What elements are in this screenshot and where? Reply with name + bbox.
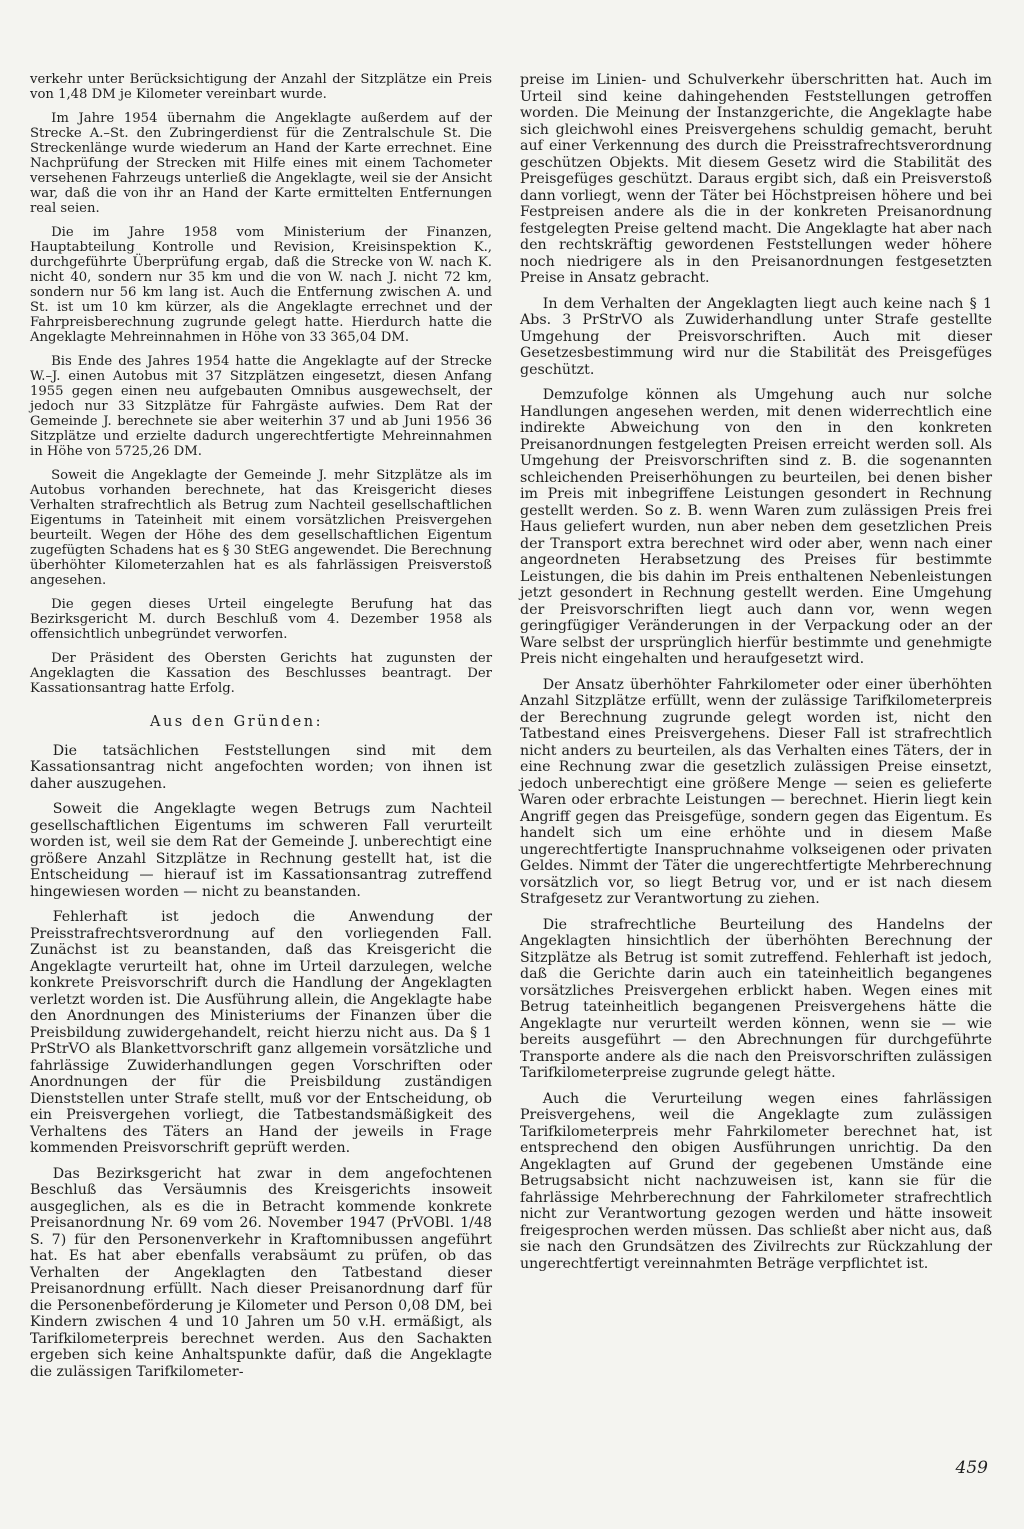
paragraph: Soweit die Angeklagte der Gemeinde J. mehr Sitzplätze als im Autobus vorhanden berechnete, hat das Kreisgericht dieses Verhalten strafrechtlich als Betrug zum Nachteil gesellschaftlichen Eigentums in Tateinheit mit einem vorsätzlichen Preisvergehen beurteilt. Wegen der Höhe des dem gesellschaftlichen Eigentum zugefügten Schadens hat es § 30 StEG angewendet. Die Berechnung überhöhter Kilometerzahlen hat es als fahrlässigen Preisverstoß angesehen.: [30, 468, 492, 588]
paragraph: Im Jahre 1954 übernahm die Angeklagte außerdem auf der Strecke A.–St. den Zubringerdienst für die Zentralschule St. Die Streckenlänge wurde wiederum an Hand der Karte errechnet. Eine Nachprüfung der Strecken mit Hilfe eines mit einem Tachometer versehenen Fahrzeugs unterließ die Angeklagte, weil sie der Ansicht war, daß die von ihr an Hand der Karte ermittelten Entfernungen real seien.: [30, 111, 492, 216]
left-column-facts: [30, 72, 492, 696]
left-column: [30, 72, 492, 1492]
page: [30, 72, 992, 1492]
paragraph: Die im Jahre 1958 vom Ministerium der Finanzen, Hauptabteilung Kontrolle und Revision, Kreisinspektion K., durchgeführte Überprüfung ergab, daß die Strecke von W. nach K. nicht 40, sondern nur 35 km und die von W. nach J. nicht 72 km, sondern nur 56 km lang ist. Auch die Entfernung zwischen A. und St. ist um 10 km kürzer, als die Angeklagte errechnet und der Fahrpreisberechnung zugrunde gelegt hatte. Hierdurch hatte die Angeklagte Mehreinnahmen in Höhe von 33 365,04 DM.: [30, 225, 492, 345]
paragraph: Der Präsident des Obersten Gerichts hat zugunsten der Angeklagten die Kassation des Beschlusses beantragt. Der Kassationsantrag hatte Erfolg.: [30, 651, 492, 696]
right-column: [520, 72, 992, 1492]
paragraph: Auch die Verurteilung wegen eines fahrlässigen Preisvergehens, weil die Angeklagte zum zulässigen Tarifkilometerpreis mehr Fahrkilometer berechnet hat, ist entsprechend den obigen Ausführungen unrichtig. Da den Angeklagten auf Grund der gegebenen Umstände eine Betrugsabsicht nicht nachzuweisen ist, kann sie für die fahrlässige Mehrberechnung der Fahrkilometer strafrechtlich nicht zur Verantwortung gezogen werden und hätte insoweit freigesprochen werden müssen. Das schließt aber nicht aus, daß sie nach den Grundsätzen des Zivilrechts zur Rückzahlung der ungerechtfertigt vereinnahmten Beträge verpflichtet ist.: [520, 1090, 992, 1272]
paragraph: Soweit die Angeklagte wegen Betrugs zum Nachteil gesellschaftlichen Eigentums im schweren Fall verurteilt worden ist, weil sie dem Rat der Gemeinde J. unberechtigt eine größere Anzahl Sitzplätze in Rechnung gestellt hat, ist die Entscheidung — hierauf ist im Kassationsantrag zutreffend hingewiesen worden — nicht zu beanstanden.: [30, 801, 492, 900]
paragraph: Bis Ende des Jahres 1954 hatte die Angeklagte auf der Strecke W.–J. einen Autobus mit 37 Sitzplätzen eingesetzt, diesen Anfang 1955 gegen einen neu aufgebauten Omnibus ausgewechselt, der jedoch nur 33 Sitzplätze für Fahrgäste aufwies. Dem Rat der Gemeinde J. berechnete sie aber weiterhin 37 und ab Juni 1956 36 Sitzplätze und erzielte dadurch ungerechtfertigte Mehreinnahmen in Höhe von 5725,26 DM.: [30, 354, 492, 459]
section-heading: Aus den Gründen:: [150, 714, 323, 730]
right-column-text: [520, 72, 992, 1272]
paragraph: verkehr unter Berücksichtigung der Anzahl der Sitzplätze ein Preis von 1,48 DM je Kilometer vereinbart wurde.: [30, 72, 492, 102]
paragraph: Die tatsächlichen Feststellungen sind mit dem Kassationsantrag nicht angefochten worden; von ihnen ist daher auszugehen.: [30, 742, 492, 792]
paragraph: preise im Linien- und Schulverkehr überschritten hat. Auch im Urteil sind keine dahingehenden Feststellungen getroffen worden. Die Meinung der Instanzgerichte, die Angeklagte habe sich gleichwohl eines Preisvergehens schuldig gemacht, beruht auf einer Verkennung des durch die Preisstrafrechtsverordnung geschützen Objekts. Mit diesem Gesetz wird die Stabilität des Preisgefüges geschützt. Daraus ergibt sich, daß ein Preisverstoß dann vorliegt, wenn der Täter bei Höchstpreisen höhere und bei Festpreisen andere als die in der konkreten Preisanordnung festgelegten Preise geltend macht. Die Angeklagte hat aber nach den rechtskräftig gewordenen Feststellungen weder höhere noch niedrigere als in den Preisanordnungen festgesetzten Preise in Ansatz gebracht.: [520, 72, 992, 286]
paragraph: In dem Verhalten der Angeklagten liegt auch keine nach § 1 Abs. 3 PrStrVO als Zuwiderhandlung unter Strafe gestellte Umgehung der Preisvorschriften. Auch mit dieser Gesetzesbestimmung wird nur die Stabilität des Preisgefüges geschützt.: [520, 295, 992, 378]
paragraph: Das Bezirksgericht hat zwar in dem angefochtenen Beschluß das Versäumnis des Kreisgerichts insoweit ausgeglichen, als es die in Betracht kommende konkrete Preisanordnung Nr. 69 vom 26. November 1947 (PrVOBl. 1/48 S. 7) für den Personenverkehr in Kraftomnibussen angeführt hat. Es hat aber ebenfalls verabsäumt zu prüfen, ob das Verhalten der Angeklagten den Tatbestand dieser Preisanordnung erfüllt. Nach dieser Preisanordnung darf für die Personenbeförderung je Kilometer und Person 0,08 DM, bei Kindern zwischen 4 und 10 Jahren um 50 v.H. ermäßigt, als Tarifkilometerpreis berechnet werden. Aus den Sachakten ergeben sich keine Anhaltspunkte dafür, daß die Angeklagte die zulässigen Tarifkilometer-: [30, 1165, 492, 1380]
paragraph: Fehlerhaft ist jedoch die Anwendung der Preisstrafrechtsverordnung auf den vorliegenden Fall. Zunächst ist zu beanstanden, daß das Kreisgericht die Angeklagte verurteilt hat, ohne im Urteil darzulegen, welche konkrete Preisvorschrift durch die Handlung der Angeklagten verletzt worden ist. Die Ausführung allein, die Angeklagte habe den Anordnungen des Ministeriums der Finanzen über die Preisbildung zuwidergehandelt, reicht hierzu nicht aus. Da § 1 PrStrVO als Blankettvorschrift ganz allgemein vorsätzliche und fahrlässige Zuwiderhandlungen gegen Vorschriften oder Anordnungen der für die Preisbildung zuständigen Dienststellen unter Strafe stellt, muß vor der Entscheidung, ob ein Preisvergehen vorliegt, die Tatbestandsmäßigkeit des Verhaltens des Täters an Hand der jeweils in Frage kommenden Preisvorschrift geprüft werden.: [30, 909, 492, 1156]
left-column-reasons: [30, 743, 492, 1381]
paragraph: Demzufolge können als Umgehung auch nur solche Handlungen angesehen werden, mit denen widerrechtlich eine indirekte Abweichung von den in den konkreten Preisanordnungen festgelegten Preisen erreicht werden soll. Als Umgehung der Preisvorschriften sind z. B. die sogenannten schleichenden Preiserhöhungen zu beurteilen, bei denen bisher im Preis mit inbegriffene Leistungen gesondert in Rechnung gestellt werden. So z. B. wenn Waren zum zulässigen Preis frei Haus geliefert wurden, nun aber neben dem gesetzlichen Preis der Transport extra berechnet wird oder aber, wenn nach einer angeordneten Herabsetzung des Preises für bestimmte Leistungen, die bis dahin im Preis enthaltenen Nebenleistungen jetzt gesondert in Rechnung gestellt werden. Eine Umgehung der Preisvorschriften liegt auch dann vor, wenn wegen geringfügiger Veränderungen in der Verpackung oder an der Ware selbst der ursprünglich hierfür bestimmte und genehmigte Preis nicht eingehalten und heraufgesetzt wird.: [520, 387, 992, 667]
paragraph: Die strafrechtliche Beurteilung des Handelns der Angeklagten hinsichtlich der überhöhten Berechnung der Sitzplätze als Betrug ist somit zutreffend. Fehlerhaft ist jedoch, daß die Gerichte darin auch ein tateinheitlich begangenes vorsätzliches Preisvergehen erblickt haben. Wegen eines mit Betrug tateinheitlich begangenen Preisvergehens hätte die Angeklagte nur verurteilt werden können, wenn sie — wie bereits ausgeführt — den Abrechnungen für durchgeführte Transporte andere als die nach den Preisvorschriften zulässigen Tarifkilometerpreise zugrunde gelegt hätte.: [520, 916, 992, 1081]
paragraph: Die gegen dieses Urteil eingelegte Berufung hat das Bezirksgericht M. durch Beschluß vom 4. Dezember 1958 als offensichtlich unbegründet verworfen.: [30, 597, 492, 642]
paragraph: Der Ansatz überhöhter Fahrkilometer oder einer überhöhten Anzahl Sitzplätze erfüllt, wenn der zulässige Tarifkilometerpreis der Berechnung zugrunde gelegt worden ist, nicht den Tatbestand eines Preisvergehens. Dieser Fall ist strafrechtlich nicht anders zu beurteilen, als das Verhalten eines Täters, der in eine Rechnung zwar die gesetzlich zulässigen Preise einsetzt, jedoch unberechtigt eine größere Menge — seien es gelieferte Waren oder erbrachte Leistungen — berechnet. Hierin liegt kein Angriff gegen das Preisgefüge, sondern gegen das Eigentum. Es handelt sich um eine erhöhte und in diesem Maße ungerechtfertigte Inanspruchnahme volkseigenen oder privaten Geldes. Nimmt der Täter die ungerechtfertigte Mehrberechnung vorsätzlich vor, so liegt Betrug vor, und er ist nach diesem Strafgesetz zur Verantwortung zu ziehen.: [520, 676, 992, 907]
page-number: 459: [955, 1458, 988, 1478]
